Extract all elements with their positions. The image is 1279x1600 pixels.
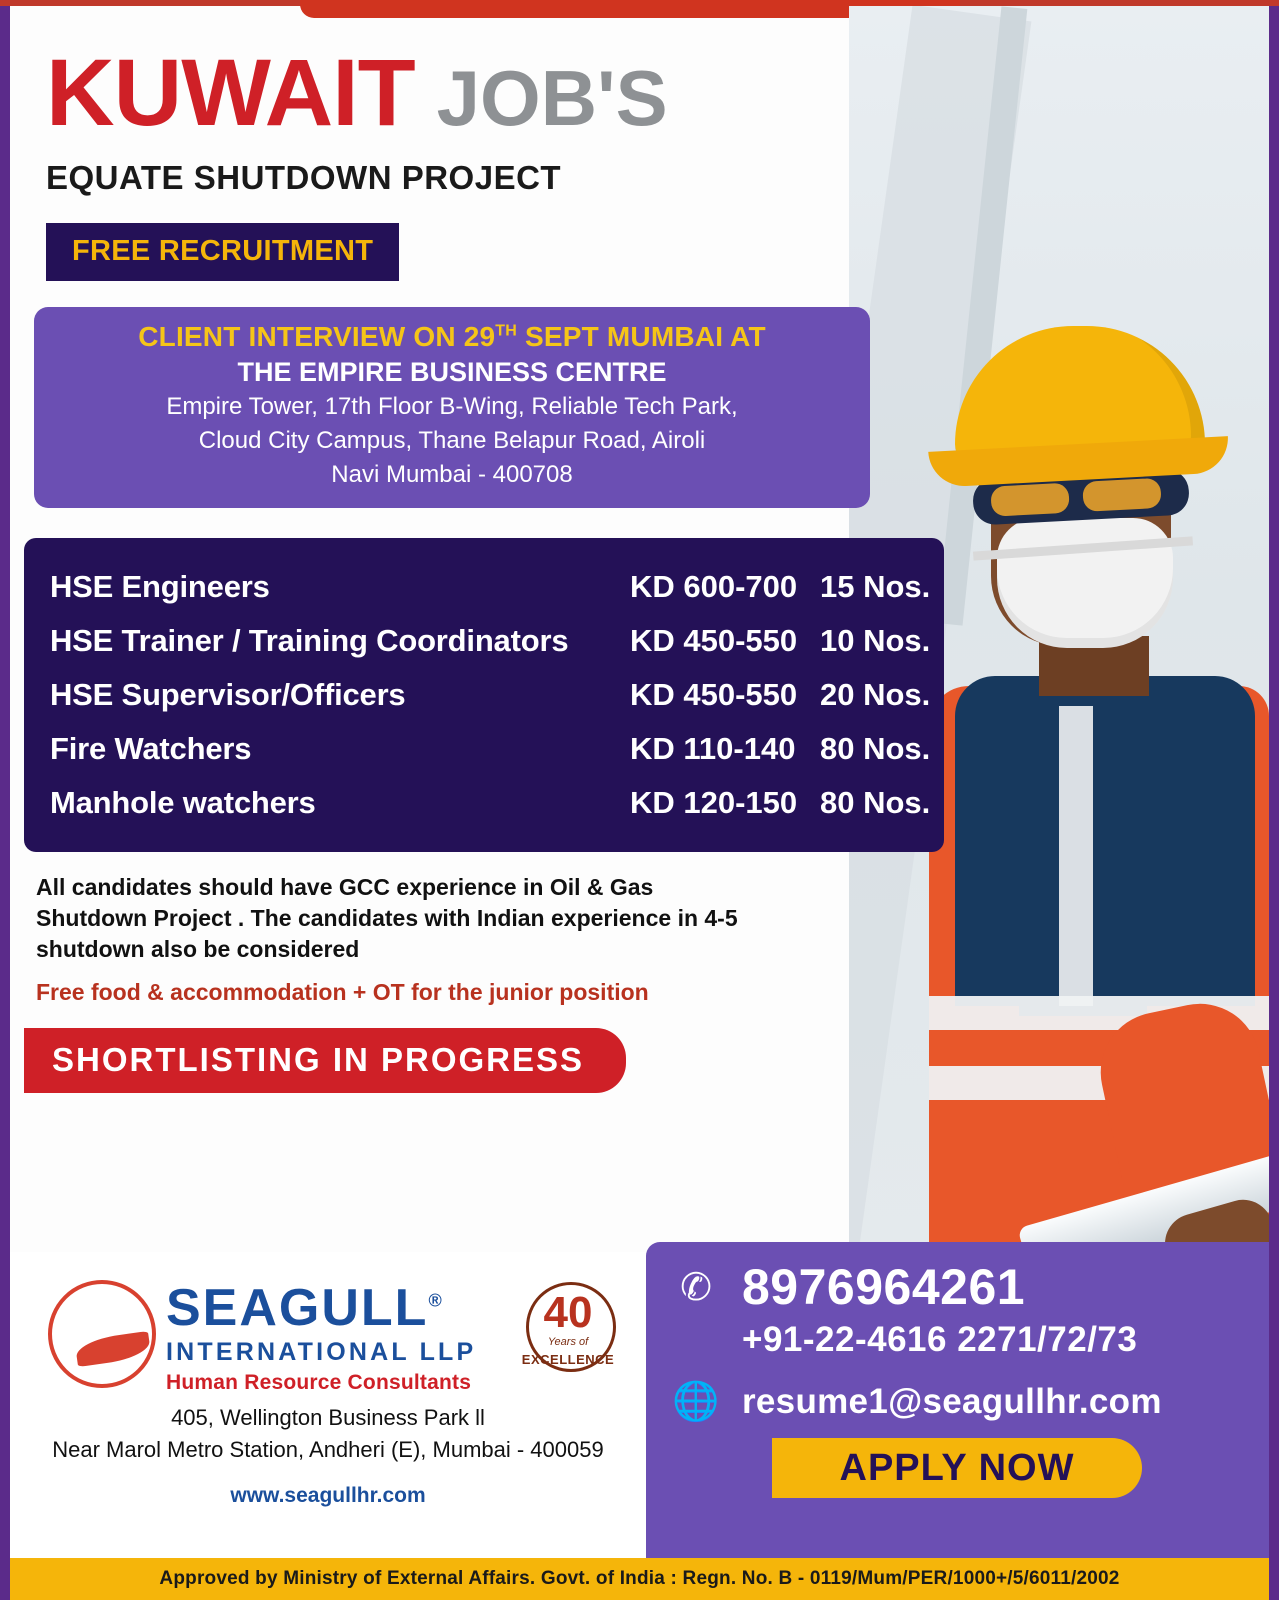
company-name-block [166,1279,477,1395]
company-address-line-1: 405, Wellington Business Park ll [171,1405,485,1430]
company-tagline: Human Resource Consultants [166,1371,472,1394]
company-website[interactable]: www.seagullhr.com [230,1484,426,1507]
email-address[interactable]: resume1@seagullhr.com [742,1382,1162,1421]
requirement-note: All candidates should have GCC experience in Oil & Gas Shutdown Project . The candidates with Indian experience in 4-5 shutdown also be considered [36,874,738,963]
registered-mark: ® [428,1290,444,1311]
company-name-text: SEAGULL [166,1279,429,1337]
phone-icon: ✆ [680,1266,712,1309]
title-jobs: JOB'S [436,54,668,142]
respirator-mask [997,518,1173,648]
interview-address-2: Cloud City Campus, Thane Belapur Road, Airoli [198,427,706,454]
interview-date-prefix: CLIENT INTERVIEW ON 29 [138,321,496,352]
job-salary: KD 120-150 [630,785,798,820]
page-title [46,40,960,146]
table-row [24,560,944,614]
apply-now-button[interactable]: APPLY NOW [772,1438,1142,1498]
job-title: HSE Engineers [50,569,270,604]
globe-icon: 🌐 [672,1381,720,1423]
free-recruitment-badge: FREE RECRUITMENT [46,223,399,281]
interview-date-line [44,321,860,353]
interview-venue: THE EMPIRE BUSINESS CENTRE [237,357,667,387]
vest-reflective-strip [1059,706,1093,1006]
job-count: 15 Nos. [820,569,931,604]
job-count: 20 Nos. [820,677,931,712]
benefits-note: Free food & accommodation + OT for the junior position [36,979,649,1006]
job-count: 80 Nos. [820,731,931,766]
badge-years-label: Years of [547,1336,589,1348]
interview-date-suffix: SEPT MUMBAI AT [517,321,766,352]
interview-details-box [34,307,870,508]
goggle-lens-left [990,483,1069,517]
project-subtitle: EQUATE SHUTDOWN PROJECT [46,159,562,196]
title-country: KUWAIT [46,40,415,146]
table-row [24,722,944,776]
job-salary: KD 450-550 [630,677,798,712]
interview-address-3: Navi Mumbai - 400708 [331,461,573,488]
company-info [10,1252,646,1562]
status-badge: SHORTLISTING IN PROGRESS [24,1028,626,1093]
interview-address-1: Empire Tower, 17th Floor B-Wing, Reliable Tech Park, [166,393,738,420]
email-row[interactable] [668,1374,1162,1430]
phone-primary[interactable]: 8976964261 [742,1259,1026,1315]
seagull-logo-icon [48,1280,156,1388]
job-count: 10 Nos. [820,623,931,658]
badge-excellence-label: EXCELLENCE [521,1352,615,1367]
job-salary: KD 450-550 [630,623,798,658]
table-row [24,776,944,830]
company-name [166,1279,476,1337]
table-row [24,668,944,722]
poster-content [10,6,960,1093]
anniversary-badge [508,1280,628,1390]
phone-primary-row[interactable] [668,1258,1025,1316]
border-left [0,0,10,1600]
table-row [24,614,944,668]
phone-secondary[interactable]: +91-22-4616 2271/72/73 [742,1320,1138,1359]
approval-footer: Approved by Ministry of External Affairs. Govt. of India : Regn. No. B - 0119/Mum/PER/1000+/5/6011/2002 [10,1558,1269,1600]
job-salary: KD 110-140 [630,731,796,766]
badge-number: 40 [543,1288,593,1337]
contact-panel [646,1242,1269,1562]
company-address-line-2: Near Marol Metro Station, Andheri (E), Mumbai - 400059 [52,1436,604,1462]
poster-footer [10,1252,1269,1600]
bird-icon [75,1331,152,1367]
job-title: Manhole watchers [50,785,316,820]
border-right [1269,0,1279,1600]
job-title: HSE Trainer / Training Coordinators [50,623,569,658]
job-salary: KD 600-700 [630,569,798,604]
job-title: Fire Watchers [50,731,252,766]
interview-date-ordinal: TH [495,322,517,340]
job-count: 80 Nos. [820,785,931,820]
job-positions-list [24,538,944,852]
company-division: INTERNATIONAL LLP [166,1338,477,1366]
company-address [10,1402,646,1466]
company-logo [38,1262,638,1402]
job-title: HSE Supervisor/Officers [50,677,406,712]
goggle-lens-right [1082,478,1161,512]
